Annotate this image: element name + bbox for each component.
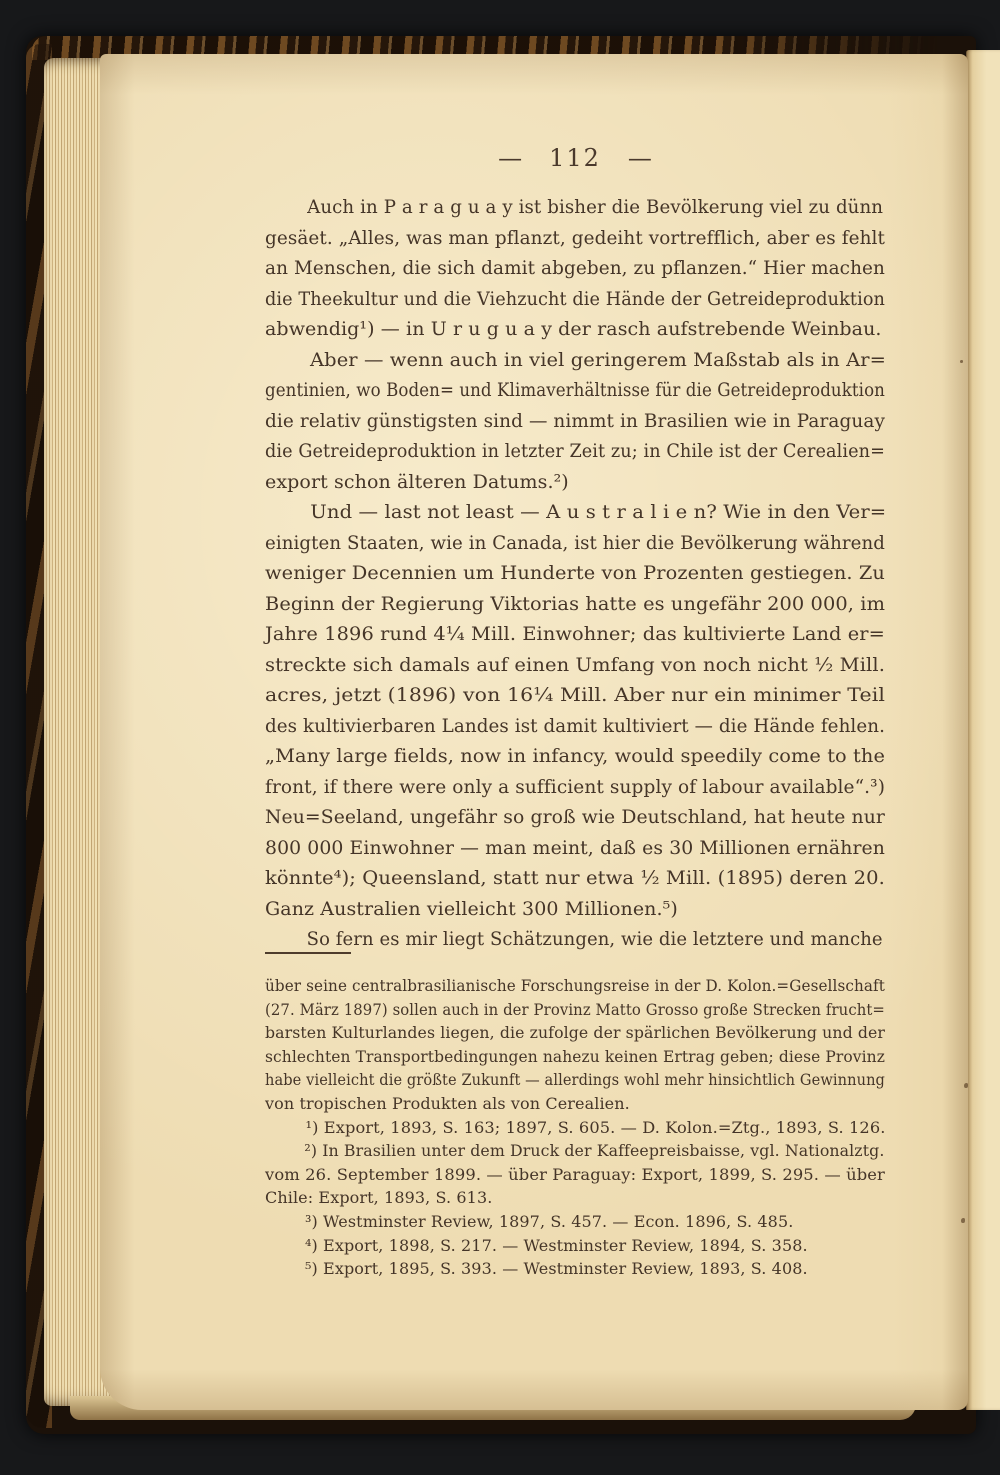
- body-line: streckte sich damals auf einen Umfang von noch nicht ¹⁄₂ Mill.: [265, 653, 886, 676]
- page-number-header: [265, 142, 885, 174]
- footnote-line: von tropischen Produkten als von Cerealien.: [265, 1093, 630, 1113]
- body-line: abwendig¹) — in U r u g u a y der rasch aufstrebende Weinbau.: [265, 318, 882, 340]
- footnote-separator: [265, 952, 351, 954]
- body-text: [265, 192, 885, 955]
- body-line: acres, jetzt (1896) von 16¹⁄₄ Mill. Aber nur ein minimer Teil: [265, 684, 885, 706]
- body-line: Und — last not least — A u s t r a l i e n? Wie in den Ver=: [310, 501, 887, 523]
- footnote-line: (27. März 1897) sollen auch in der Provinz Matto Grosso große Strecken frucht=: [265, 999, 885, 1019]
- body-line: könnte⁴); Queensland, statt nur etwa ¹⁄₂ Mill. (1895) deren 20.: [265, 867, 885, 889]
- footnote-line: ⁵) Export, 1895, S. 393. — Westminster Review, 1893, S. 408.: [305, 1259, 808, 1279]
- footnote-line: vom 26. September 1899. — über Paraguay: Export, 1899, S. 295. — über: [265, 1164, 885, 1184]
- footnote-line: ²) In Brasilien unter dem Druck der Kaffeepreisbaisse, vgl. Nationalztg.: [304, 1141, 885, 1161]
- body-line: einigten Staaten, wie in Canada, ist hier die Bevölkerung während: [265, 531, 886, 554]
- footnote-line: ³) Westminster Review, 1897, S. 457. — Econ. 1896, S. 485.: [305, 1211, 794, 1231]
- body-line: Aber — wenn auch in viel geringerem Maßstab als in Ar=: [310, 348, 886, 371]
- footnote-line: schlechten Transportbedingungen nahezu keinen Ertrag geben; diese Provinz: [265, 1046, 885, 1066]
- body-line: „Many large fields, now in infancy, would speedily come to the: [265, 745, 885, 767]
- header-dash-right: —: [627, 144, 652, 172]
- paper-speck: [961, 1218, 965, 1223]
- body-line: weniger Decennien um Hunderte von Prozenten gestiegen. Zu: [265, 562, 885, 584]
- body-line: des kultivierbaren Landes ist damit kultiviert — die Hände fehlen.: [265, 714, 886, 737]
- body-line: gesäet. „Alles, was man pflanzt, gedeiht vortrefflich, aber es fehlt: [265, 226, 886, 249]
- body-line: front, if there were only a sufficient supply of labour available“.³): [265, 775, 886, 798]
- footnote-line: ¹) Export, 1893, S. 163; 1897, S. 605. — D. Kolon.=Ztg., 1893, S. 126.: [305, 1117, 886, 1137]
- body-line: gentinien, wo Boden= und Klimaverhältnisse für die Getreideproduktion: [265, 379, 885, 401]
- body-line: So fern es mir liegt Schätzungen, wie die letztere und manche: [306, 928, 883, 950]
- body-line: Neu=Seeland, ungefähr so groß wie Deutschland, hat heute nur: [265, 806, 885, 828]
- body-line: Jahre 1896 rund 4¹⁄₄ Mill. Einwohner; das kultivierte Land er=: [265, 623, 885, 645]
- body-line: 800 000 Einwohner — man meint, daß es 30 Millionen ernähren: [265, 836, 885, 859]
- header-dash-left: —: [498, 144, 523, 172]
- footnote-line: barsten Kulturlandes liegen, die zufolge der spärlichen Bevölkerung und der: [265, 1023, 886, 1043]
- footnote-block: [265, 974, 885, 1281]
- body-line: Auch in P a r a g u a y ist bisher die Bevölkerung viel zu dünn: [307, 196, 884, 218]
- body-line: an Menschen, die sich damit abgeben, zu pflanzen.“ Hier machen: [265, 257, 885, 279]
- facing-page-edge: [966, 50, 1000, 1410]
- paper-speck: [960, 360, 963, 363]
- body-line: die relativ günstigsten sind — nimmt in Brasilien wie in Paraguay: [265, 409, 885, 432]
- book-page: [100, 54, 968, 1410]
- body-line: export schon älteren Datums.²): [265, 470, 569, 493]
- body-line: Ganz Australien vielleicht 300 Millionen.⁵): [265, 897, 678, 920]
- footnote-line: habe vielleicht die größte Zukunft — allerdings wohl mehr hinsichtlich Gewinnung: [265, 1070, 885, 1090]
- footnote-line: ⁴) Export, 1898, S. 217. — Westminster Review, 1894, S. 358.: [305, 1235, 808, 1255]
- page-number: 112: [549, 144, 601, 172]
- footnote-line: über seine centralbrasilianische Forschungsreise in der D. Kolon.=Gesellschaft: [265, 976, 885, 995]
- body-line: die Getreideproduktion in letzter Zeit zu; in Chile ist der Cerealien=: [265, 440, 885, 462]
- paper-speck: [964, 1083, 968, 1088]
- footnote-line: Chile: Export, 1893, S. 613.: [265, 1188, 493, 1208]
- body-line: Beginn der Regierung Viktorias hatte es ungefähr 200 000, im: [265, 592, 886, 615]
- body-line: die Theekultur und die Viehzucht die Hände der Getreideproduktion: [265, 287, 886, 310]
